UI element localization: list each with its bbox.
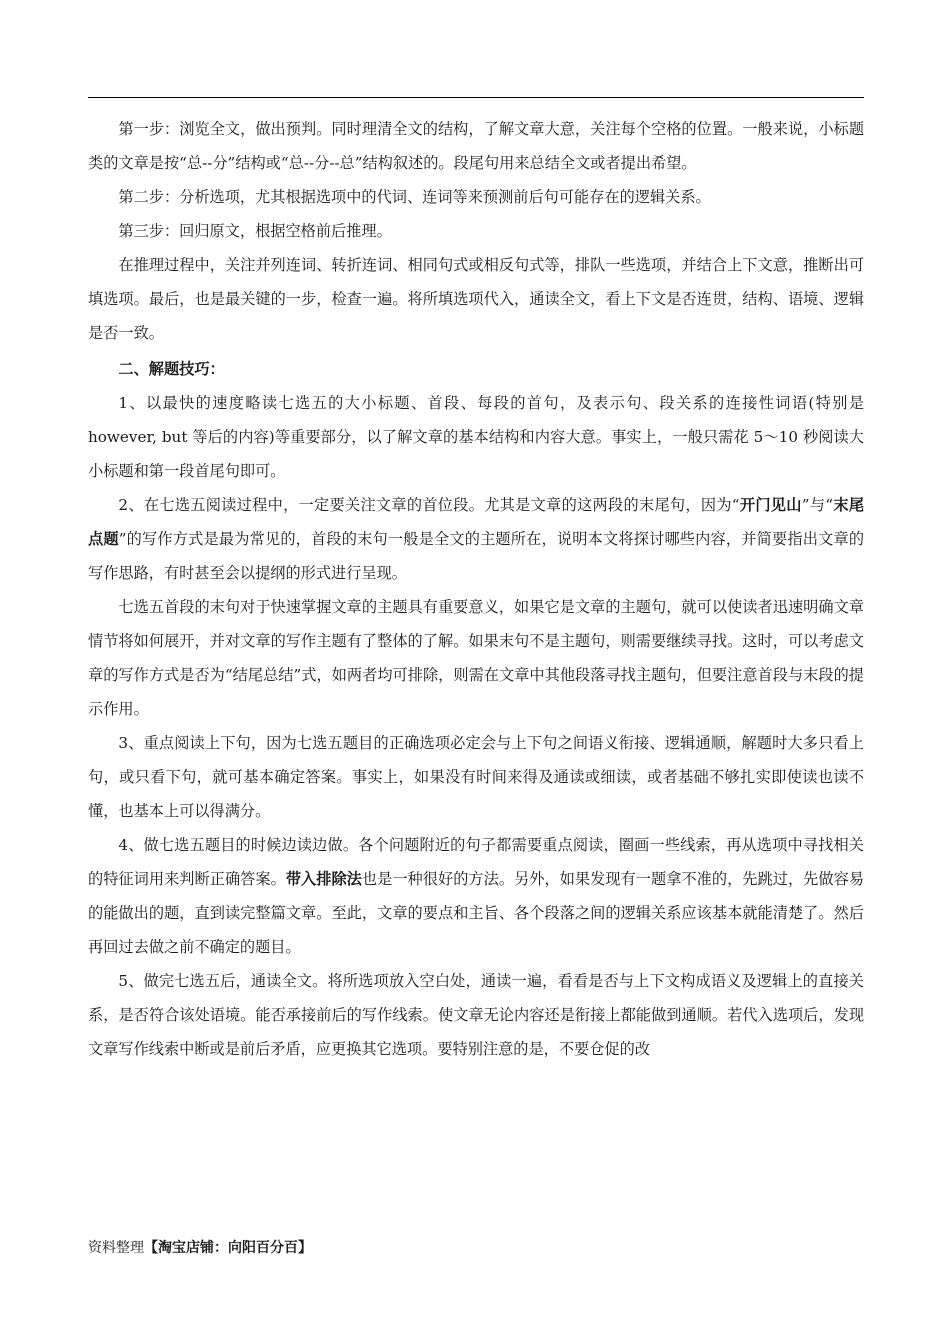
step-1-paragraph: 第一步：浏览全文，做出预判。同时理清全文的结构，了解文章大意，关注每个空格的位置。一般来说，小标题类的文章是按“总--分”结构或“总--分--总”结构叙述的。段尾句用来总结全文或者提出希望。: [88, 120, 864, 172]
tip-2-text-3: ”的写作方式是最为常见的，首段的末句一般是全文的主题所在，说明本文将探讨哪些内容，并简要指出文章的写作思路，有时甚至会以提纲的形式进行呈现。: [88, 530, 865, 582]
header-rule: [88, 97, 864, 98]
tip-2-bold-1: 开门见山: [739, 496, 802, 514]
tip-2-bold-2: 末尾点题: [88, 496, 865, 548]
section-heading: 二、解题技巧：: [118, 360, 225, 378]
tip-4-paragraph: [88, 828, 864, 964]
page-footer: [88, 1238, 312, 1258]
tip-2-paragraph: [88, 488, 864, 590]
tip-3-paragraph: 3、重点阅读上下句，因为七选五题目的正确选项必定会与上下句之间语义衔接、逻辑通顺，解题时大多只看上句，或只看下句，就可基本确定答案。事实上，如果没有时间来得及通读或细读，或者基础不够扎实即使读也读不懂，也基本上可以得满分。: [88, 734, 864, 820]
tip-1-paragraph: 1、以最快的速度略读七选五的大小标题、首段、每段的首句，及表示句、段关系的连接性词语(特别是however, but 等后的内容)等重要部分，以了解文章的基本结构和内容大意。事实上，一般只需花 5～10 秒阅读大小标题和第一段首尾句即可。: [88, 394, 864, 480]
tip-4-bold: 带入排除法: [285, 870, 362, 888]
tip-4-text-2: 也是一种很好的方法。另外，如果发现有一题拿不准的，先跳过，先做容易的能做出的题，直到读完整篇文章。至此，文章的要点和主旨、各个段落之间的逻辑关系应该基本就能清楚了。然后再回过去做之前不确定的题目。: [88, 870, 865, 956]
document-body: [88, 112, 864, 1066]
step-3-paragraph: 第三步：回归原文，根据空格前后推理。: [118, 222, 392, 240]
tip-2-text-1: 2、在七选五阅读过程中，一定要关注文章的首位段。尤其是文章的这两段的末尾句，因为“: [118, 496, 740, 514]
footer-prefix: 资料整理: [88, 1240, 144, 1256]
tip-2-detail-paragraph: 七选五首段的末句对于快速掌握文章的主题具有重要意义，如果它是文章的主题句，就可以使读者迅速明确文章情节将如何展开，并对文章的写作主题有了整体的了解。如果末句不是主题句，则需要继续寻找。这时，可以考虑文章的写作方式是否为“结尾总结”式，如两者均可排除，则需在文章中其他段落寻找主题句，但要注意首段与末段的提示作用。: [88, 598, 864, 718]
step-2-paragraph: 第二步：分析选项，尤其根据选项中的代词、连词等来预测前后句可能存在的逻辑关系。: [118, 188, 711, 206]
footer-shop: 【淘宝店铺：向阳百分百】: [144, 1240, 312, 1256]
tip-5-paragraph: 5、做完七选五后，通读全文。将所选项放入空白处，通读一遍，看看是否与上下文构成语义及逻辑上的直接关系，是否符合该处语境。能否承接前后的写作线索。使文章无论内容还是衔接上都能做到通顺。若代入选项后，发现文章写作线索中断或是前后矛盾，应更换其它选项。要特别注意的是，不要仓促的改: [88, 972, 864, 1058]
reasoning-paragraph: 在推理过程中，关注并列连词、转折连词、相同句式或相反句式等，排队一些选项，并结合上下文意，推断出可填选项。最后，也是最关键的一步，检查一遍。将所填选项代入，通读全文，看上下文是否连贯，结构、语境、逻辑是否一致。: [88, 256, 864, 342]
tip-2-text-2: ”与“: [801, 496, 834, 514]
tip-4-text-1: 4、做七选五题目的时候边读边做。各个问题附近的句子都需要重点阅读，圈画一些线索，再从选项中寻找相关的特征词用来判断正确答案。: [88, 836, 864, 888]
